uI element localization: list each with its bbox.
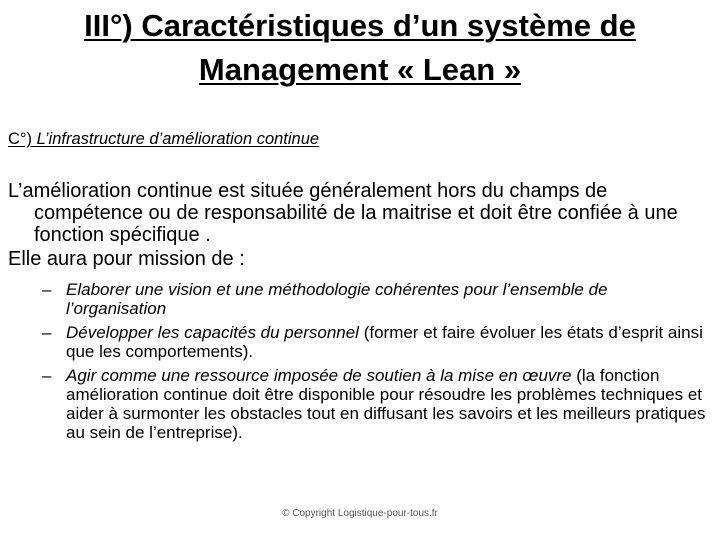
bullet-italic-text: Elaborer une vision et une méthodologie cohérentes pour l’ensemble de l’organisation <box>66 280 608 318</box>
mission-list <box>8 280 708 442</box>
copyright-footer: © Copyright Logistique-pour-tous.fr <box>282 508 438 519</box>
intro-paragraph: L’amélioration continue est située généralement hors du champs de compétence ou de responsabilité de la maitrise et doit être confiée à une fonction spécifique . <box>8 180 678 246</box>
subtitle-text: L’infrastructure d’amélioration continue <box>36 130 320 148</box>
bullet-dash: – <box>42 323 52 342</box>
bullet-rest-text: (la fonction amélioration continue doit être disponible pour résoudre les problèmes techniques et aider à surmonter les obstacles tout en diffusant les savoirs et les meilleurs pratiques au sein de l’entreprise). <box>66 366 706 442</box>
bullet-dash: – <box>42 366 52 385</box>
bullet-italic-text: Agir comme une ressource imposée de soutien à la mise en œuvre <box>66 366 572 385</box>
slide-title-line-1: III°) Caractéristiques d’un système de <box>84 8 636 43</box>
list-item <box>8 280 708 318</box>
section-subtitle <box>8 128 319 150</box>
bullet-dash: – <box>42 280 52 299</box>
slide-title <box>20 4 700 92</box>
list-item <box>8 366 708 442</box>
slide-body <box>8 180 708 447</box>
mission-paragraph: Elle aura pour mission de : <box>8 248 245 270</box>
slide-title-line-2: Management « Lean » <box>198 52 522 87</box>
bullet-italic-text: Développer les capacités du personnel <box>66 323 359 342</box>
subtitle-prefix: C°) <box>8 130 37 148</box>
list-item <box>8 323 708 361</box>
bullet-rest-text: (former et faire évoluer les états d’esprit ainsi que les comportements). <box>66 323 703 361</box>
